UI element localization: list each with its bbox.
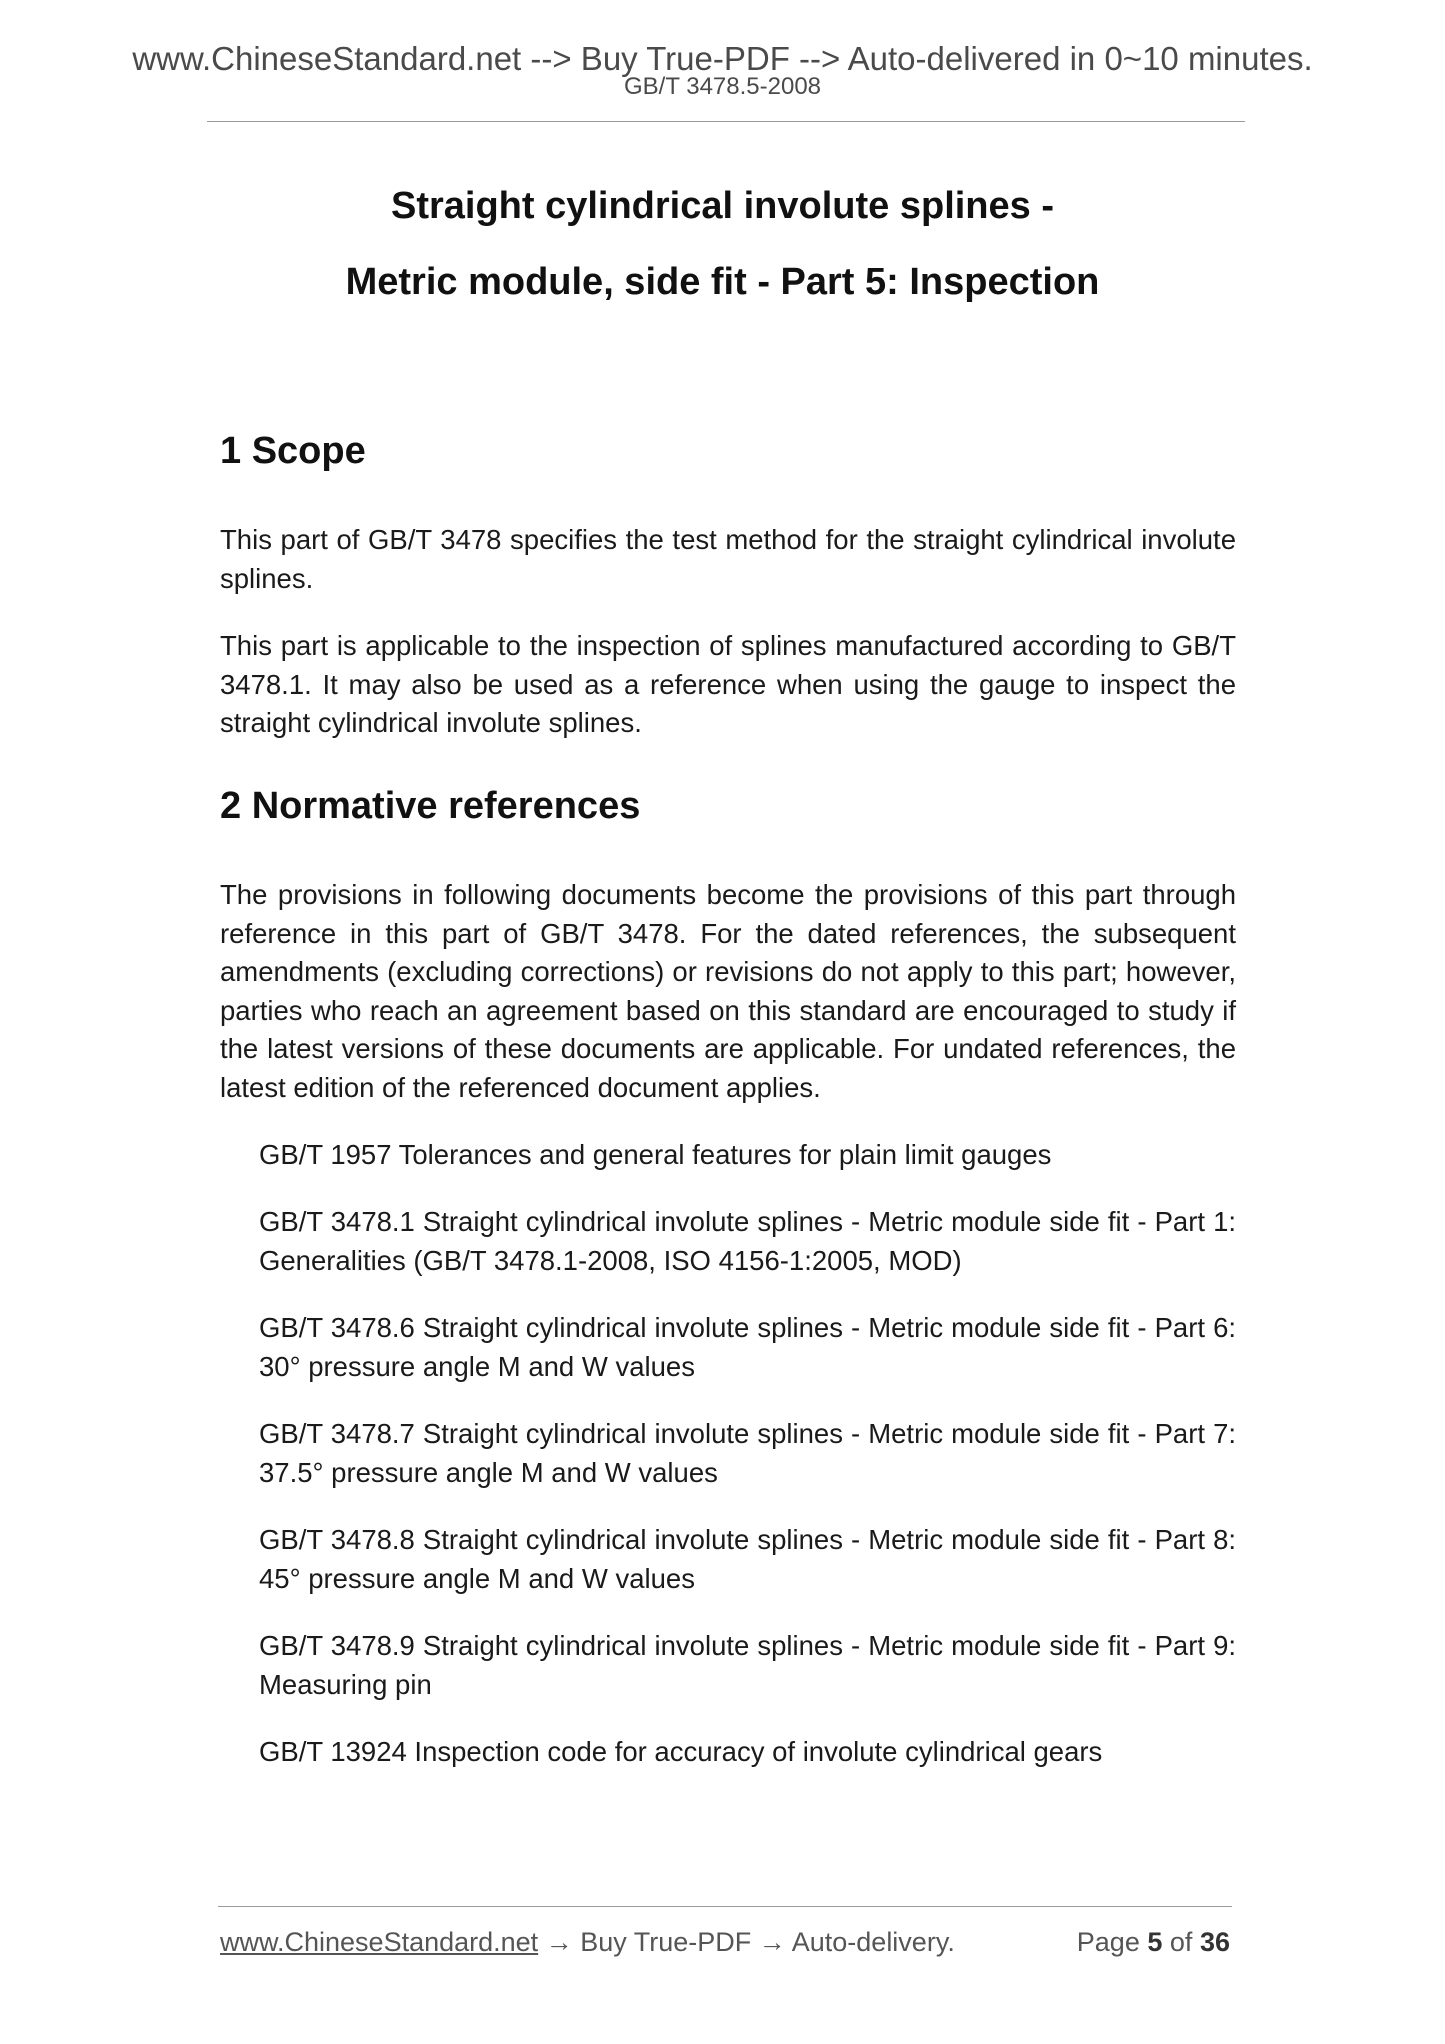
title-line-2: Metric module, side fit - Part 5: Inspection — [345, 261, 1100, 303]
reference-item: GB/T 3478.9 Straight cylindrical involute splines - Metric module side fit - Part 9: Measuring pin — [259, 1630, 1236, 1700]
scope-paragraph-1: This part of GB/T 3478 specifies the test method for the straight cylindrical involute splines. — [220, 524, 1236, 594]
footer-site-link[interactable]: www.ChineseStandard.net — [220, 1927, 539, 1957]
section-2-heading: 2 Normative references — [220, 785, 641, 827]
page-footer — [220, 1925, 1230, 1959]
standard-number: GB/T 3478.5-2008 — [623, 73, 822, 100]
reference-item: GB/T 3478.7 Straight cylindrical involute splines - Metric module side fit - Part 7: 37.5° pressure angle M and W values — [259, 1418, 1236, 1488]
scope-paragraph-2: This part is applicable to the inspection of splines manufactured according to GB/T 3478.1. It may also be used as a reference when using the gauge to inspect the straight cylindrical involute splines. — [220, 630, 1236, 738]
footer-tagline: → Buy True-PDF → Auto-delivery. — [538, 1927, 955, 1957]
page-label: Page — [1076, 1927, 1140, 1957]
reference-item: GB/T 3478.8 Straight cylindrical involute splines - Metric module side fit - Part 8: 45° pressure angle M and W values — [259, 1524, 1236, 1594]
page-indicator — [1077, 1925, 1230, 1959]
page-current: 5 — [1147, 1927, 1163, 1957]
section-1-heading: 1 Scope — [220, 430, 366, 472]
references-intro: The provisions in following documents become the provisions of this part through reference in this part of GB/T 3478. For the dated references, the subsequent amendments (excluding corrections) or revisions do not apply to this part; however, parties who reach an agreement based on this standard are encouraged to study if the latest versions of these documents are applicable. For undated references, the latest edition of the referenced document applies. — [220, 879, 1236, 1103]
header-divider — [207, 121, 1245, 122]
header-banner: www.ChineseStandard.net --> Buy True-PDF --> Auto-delivered in 0~10 minutes. — [132, 40, 1313, 77]
reference-item: GB/T 3478.1 Straight cylindrical involute splines - Metric module side fit - Part 1: Generalities (GB/T 3478.1-2008, ISO 4156-1:2005, MOD) — [259, 1206, 1236, 1276]
footer-divider — [218, 1906, 1232, 1907]
page-of: of — [1169, 1927, 1193, 1957]
title-line-1: Straight cylindrical involute splines - — [390, 185, 1055, 227]
reference-item: GB/T 13924 Inspection code for accuracy of involute cylindrical gears — [259, 1736, 1103, 1767]
document-title — [0, 168, 1445, 320]
page-total: 36 — [1199, 1927, 1230, 1957]
reference-item: GB/T 1957 Tolerances and general features for plain limit gauges — [259, 1139, 1052, 1170]
reference-item: GB/T 3478.6 Straight cylindrical involute splines - Metric module side fit - Part 6: 30° pressure angle M and W values — [259, 1312, 1236, 1382]
